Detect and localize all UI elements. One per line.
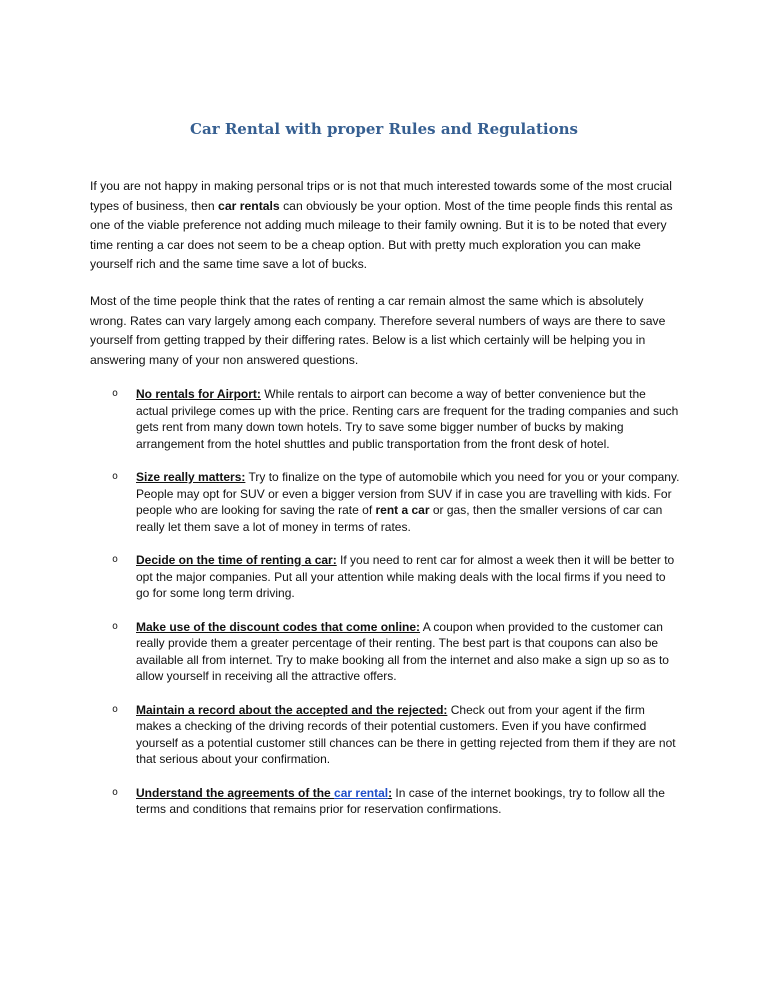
list-item-agreements [0,785,768,818]
item-text: Check out from your agent if the firm makes a checking of the driving records of their potential customers. Even if you have confirmed yourself as a potential customer still chances can be there in getting rejected from them if they are not that serious about your confirmation. [136,702,676,766]
item-text: If you need to rent car for almost a week then it will be better to opt the major companies. Put all your attention while making deals with the local firms if you need to go for some long term driving. [136,553,675,600]
bullet-icon: o [112,786,119,798]
car-rentals-keyword: car rentals [218,198,280,213]
bullet-icon: o [112,620,119,632]
bullet-icon: o [112,388,119,399]
car-rental-link[interactable]: car rental [334,785,389,800]
list-item-size [0,469,768,535]
item-text: While rentals to airport can become a way of better convenience but the actual privilege comes up with the price. Renting cars are frequent for the trading companies and such gets rent from many down town hotels. Try to save some bigger number of bucks by making arrangement from the hotel shuttles and public transportation from the front desk of hotel. [136,387,679,451]
bullet-icon: o [112,471,119,482]
list-item-discount [0,619,768,685]
item-text-b: or gas, then the smaller versions of car can really let them save a lot of money in terms of rates. [136,503,663,534]
bullet-icon: o [112,703,119,715]
item-heading-a: Understand the agreements of the [136,785,335,800]
tips-list [0,386,768,835]
bullet-icon: o [112,554,119,565]
intro-text-b: can obviously be your option. Most of the time people finds this rental as one of the viable preference not adding much mileage to their family owning. But it is to be noted that every time renting a car does not seem to be a cheap option. But with pretty much exploration you can make yourself rich and the same time save a lot of bucks. [90,198,673,272]
item-text-a: Try to finalize on the type of automobile which you need for you or your company. People may opt for SUV or even a bigger version from SUV if in case you are travelling with kids. For people who are looking for saving the rate of [136,470,680,517]
list-item-airport [0,386,768,452]
item-heading: Make use of the discount codes that come online: [136,619,421,634]
list-item-record [0,702,768,768]
intro-paragraph [90,177,680,275]
item-text: In case of the internet bookings, try to follow all the terms and conditions that remains prior for reservation confirmations. [136,785,665,816]
item-heading: Decide on the time of renting a car: [136,553,337,567]
document-title: Car Rental with proper Rules and Regulations [190,120,578,138]
intro-text-a: If you are not happy in making personal trips or is not that much interested towards some of the most crucial types of business, then [90,179,672,213]
item-heading: No rentals for Airport: [136,387,261,401]
rent-a-car-keyword: rent a car [375,503,430,517]
item-heading: Size really matters: [136,470,246,484]
item-heading: Maintain a record about the accepted and the rejected: [136,702,448,717]
item-heading-b: : [388,785,393,800]
item-text: A coupon when provided to the customer can really provide them a greater percentage of their renting. The best part is that coupons can also be available all from internet. Try to make booking all from the internet and also make a sign up so as to allow yourself in receiving all the attractive offers. [136,619,669,683]
list-item-time [0,552,768,602]
rates-paragraph: Most of the time people think that the rates of renting a car remain almost the same which is absolutely wrong. Rates can vary largely among each company. Therefore several numbers of ways are there to save yourself from getting trapped by their differing rates. Below is a list which certainly will be helping you in answering many of your non answered questions. [90,294,666,367]
